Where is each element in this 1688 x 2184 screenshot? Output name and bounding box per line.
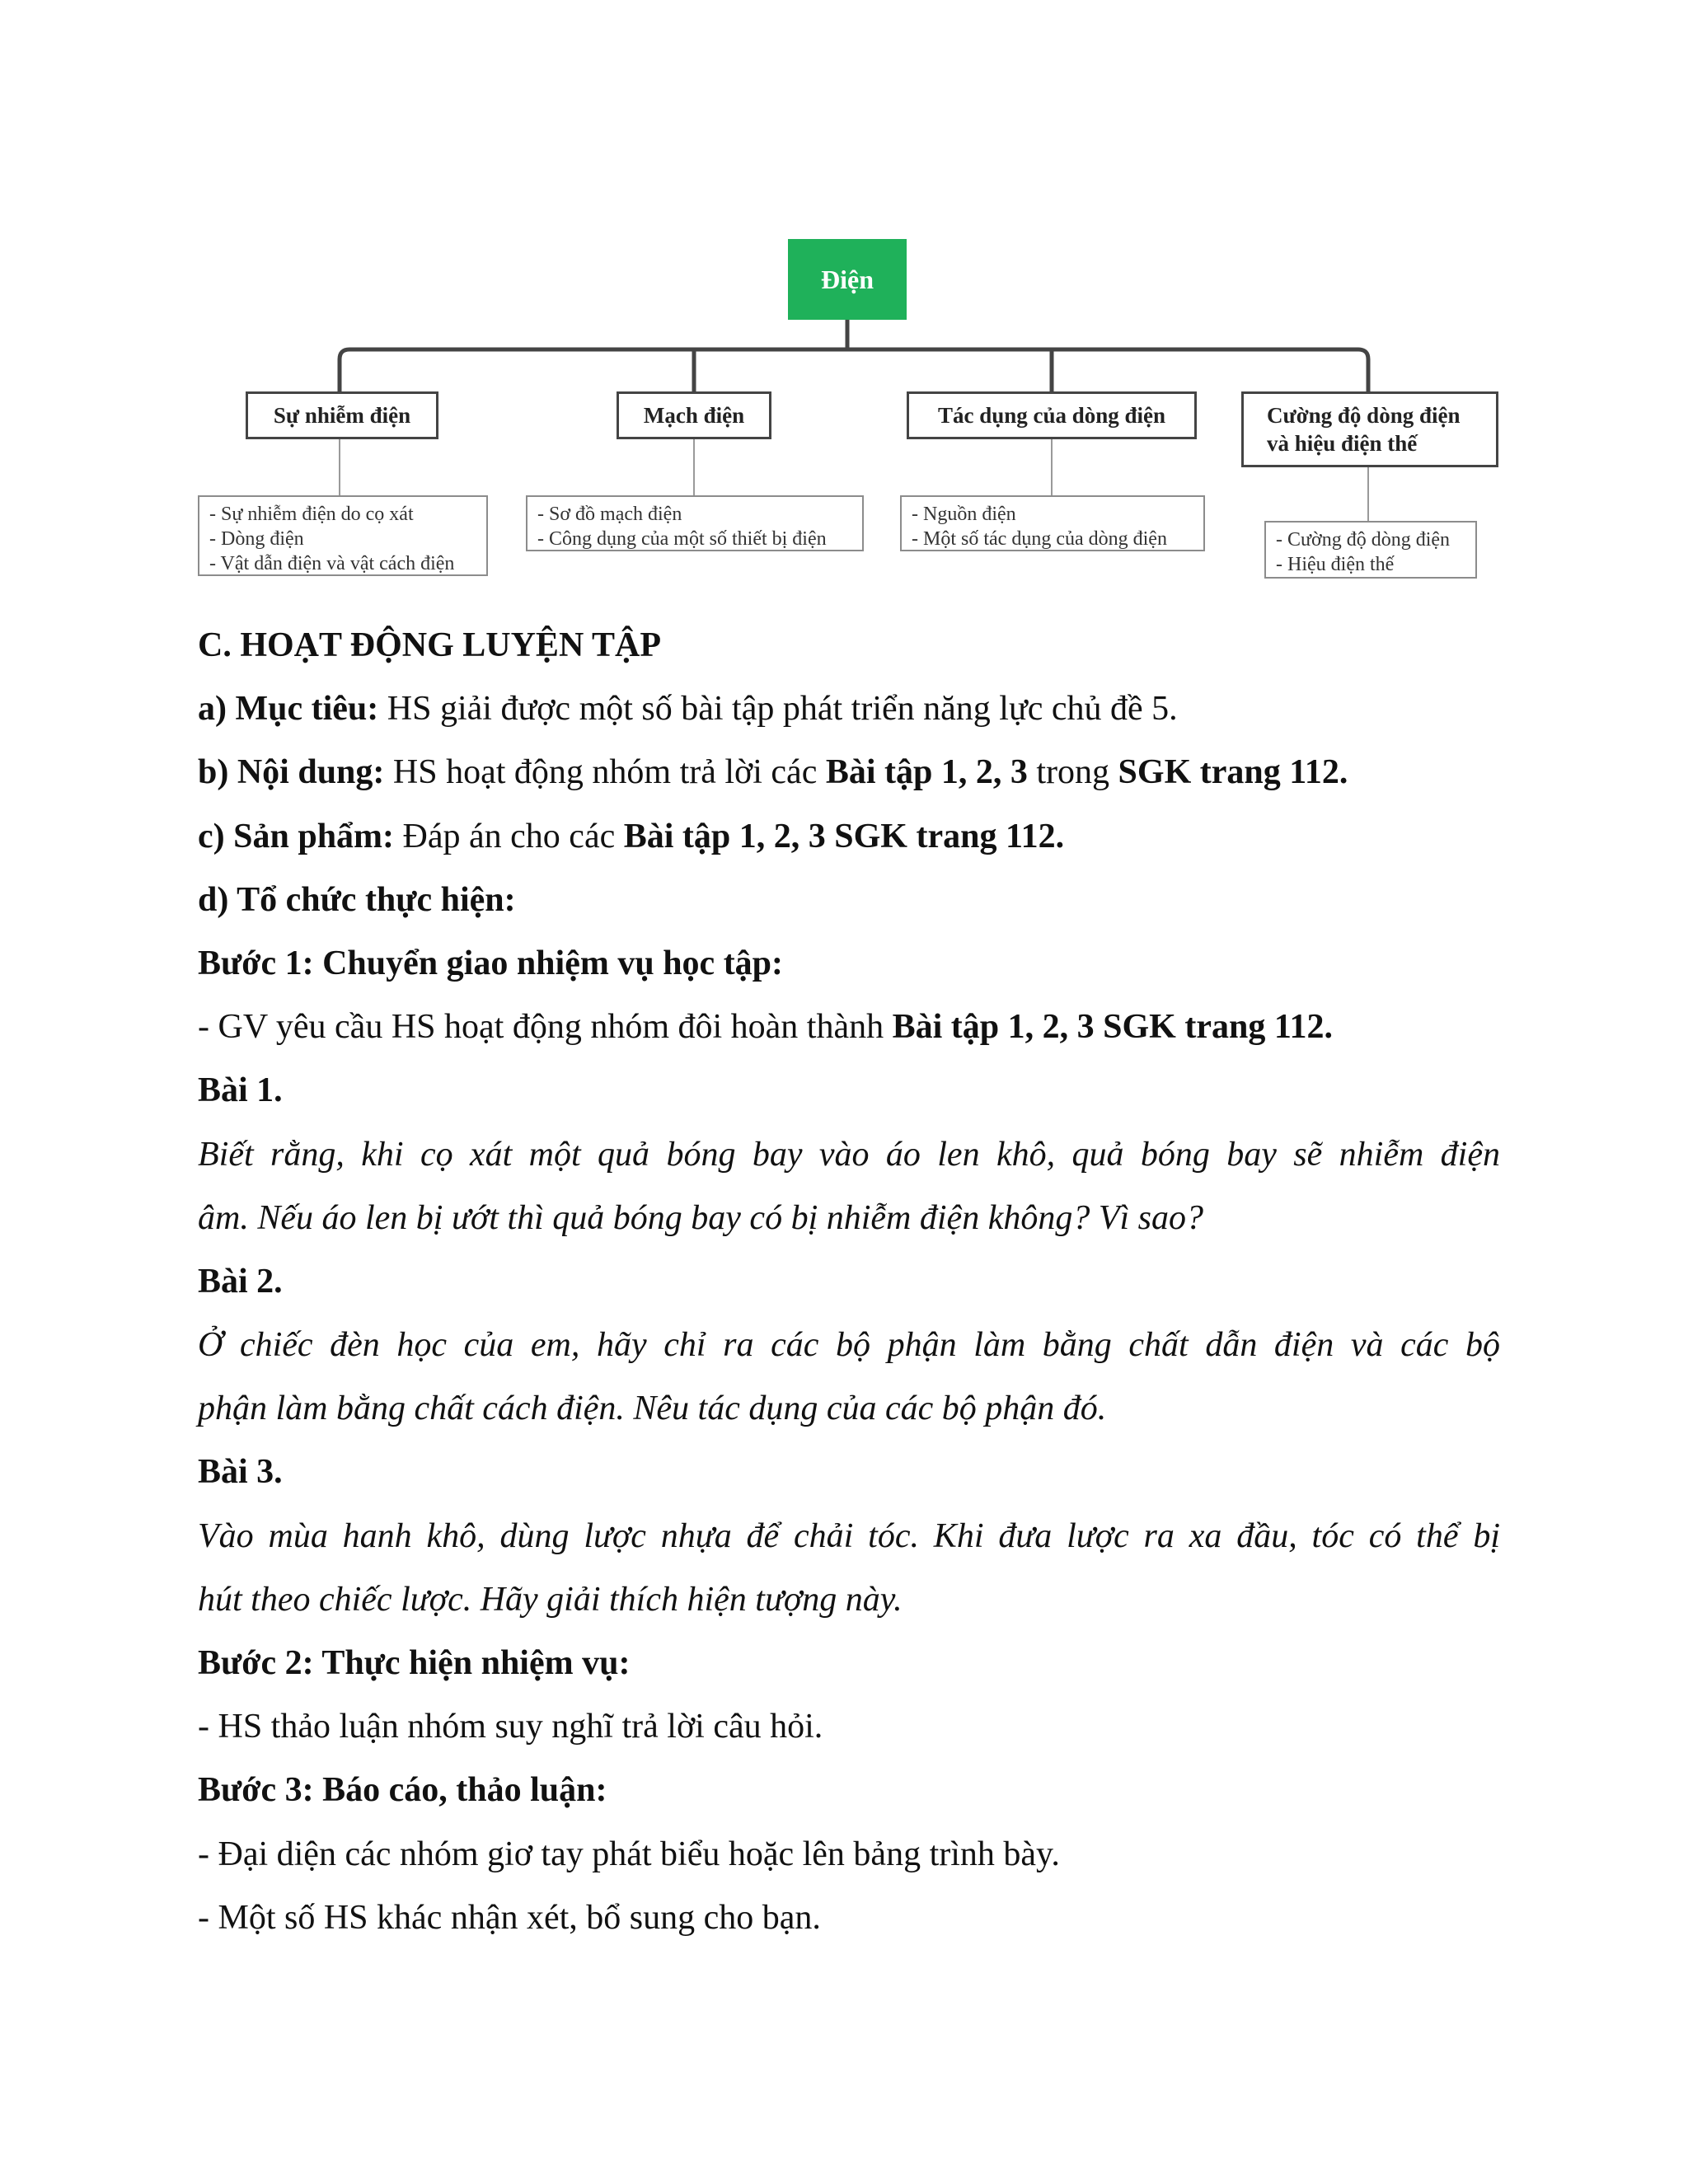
content-text: HS hoạt động nhóm trả lời các [384, 753, 826, 792]
branch-node-current-voltage [1241, 391, 1498, 467]
branch-node-static-electricity: Sự nhiễm điện [246, 391, 438, 439]
step-1-exercises: Bài tập 1, 2, 3 SGK trang 112. [892, 1008, 1334, 1047]
objective-text: HS giải được một số bài tập phát triển năng lực chủ đề 5. [378, 690, 1178, 729]
lesson-content [198, 614, 1500, 1950]
branch-node-label-line: và hiệu điện thế [1267, 431, 1418, 456]
step-2-title: Bước 2: Thực hiện nhiệm vụ: [198, 1644, 631, 1682]
product-text: Đáp án cho các [394, 817, 624, 855]
exercise-2-line-1: Ở chiếc đèn học của em, hãy chỉ ra các bộ phận làm bằng chất dẫn điện và các bộ [198, 1326, 1500, 1365]
exercise-3-line-2: hút theo chiếc lược. Hãy giải thích hiện tượng này. [198, 1580, 903, 1619]
step-3-title: Bước 3: Báo cáo, thảo luận: [198, 1771, 607, 1810]
note-item: - Hiệu điện thế [1276, 554, 1395, 575]
objective-label: a) Mục tiêu: [198, 690, 379, 729]
organization-label: d) Tổ chức thực hiện: [198, 880, 516, 919]
product-line [198, 805, 1500, 869]
note-item: - Dòng điện [209, 528, 304, 550]
product-exercises: Bài tập 1, 2, 3 SGK trang 112. [623, 817, 1065, 855]
note-item: - Sơ đồ mạch điện [537, 504, 682, 525]
note-item: - Vật dẫn điện và vật cách điện [209, 553, 455, 574]
content-text-2: trong [1027, 753, 1118, 792]
branch-notes-circuit [526, 495, 864, 551]
exercise-1-line-1: Biết rằng, khi cọ xát một quả bóng bay vào áo len khô, quả bóng bay sẽ nhiễm điện [198, 1135, 1500, 1174]
note-item: - Sự nhiễm điện do cọ xát [209, 504, 414, 525]
content-exercises: Bài tập 1, 2, 3 [825, 753, 1028, 792]
exercise-2-title: Bài 2. [198, 1262, 283, 1301]
step-3-text-1: - Đại diện các nhóm giơ tay phát biểu hoặc lên bảng trình bày. [198, 1835, 1060, 1873]
step-2-text: - HS thảo luận nhóm suy nghĩ trả lời câu hỏi. [198, 1708, 823, 1746]
content-line [198, 741, 1500, 804]
exercise-3-title: Bài 3. [198, 1453, 283, 1492]
branch-notes-current-effects [900, 495, 1205, 551]
exercise-3-line-1: Vào mùa hanh khô, dùng lược nhựa để chải tóc. Khi đưa lược ra xa đầu, tóc có thể bị [198, 1516, 1500, 1555]
content-textbook-page: SGK trang 112. [1118, 753, 1348, 792]
note-item: - Một số tác dụng của dòng điện [912, 528, 1167, 550]
note-item: - Công dụng của một số thiết bị điện [537, 528, 827, 550]
concept-map [0, 0, 1688, 593]
product-label: c) Sản phẩm: [198, 817, 395, 855]
content-label: b) Nội dung: [198, 753, 385, 792]
exercise-1-title: Bài 1. [198, 1071, 283, 1110]
note-item: - Cường độ dòng điện [1276, 529, 1451, 551]
trunk [340, 349, 1368, 391]
section-title: C. HOẠT ĐỘNG LUYỆN TẬP [198, 626, 662, 664]
branch-notes-current-voltage [1264, 521, 1477, 579]
branch-node-current-effects: Tác dụng của dòng điện [907, 391, 1197, 439]
branch-notes-static-electricity [198, 495, 488, 576]
step-1-instruction: - GV yêu cầu HS hoạt động nhóm đôi hoàn thành [198, 1008, 893, 1047]
exercise-2-line-2: phận làm bằng chất cách điện. Nêu tác dụng của các bộ phận đó. [198, 1390, 1107, 1428]
exercise-1-line-2: âm. Nếu áo len bị ướt thì quả bóng bay có bị nhiễm điện không? Vì sao? [198, 1198, 1204, 1237]
root-node: Điện [788, 239, 907, 320]
branch-node-circuit: Mạch điện [617, 391, 771, 439]
note-item: - Nguồn điện [912, 504, 1016, 525]
step-1-title: Bước 1: Chuyển giao nhiệm vụ học tập: [198, 944, 784, 982]
step-3-text-2: - Một số HS khác nhận xét, bổ sung cho bạn. [198, 1898, 821, 1937]
step-1-text [198, 996, 1500, 1059]
branch-node-label-line: Cường độ dòng điện [1267, 403, 1461, 428]
objective-line [198, 677, 1500, 741]
